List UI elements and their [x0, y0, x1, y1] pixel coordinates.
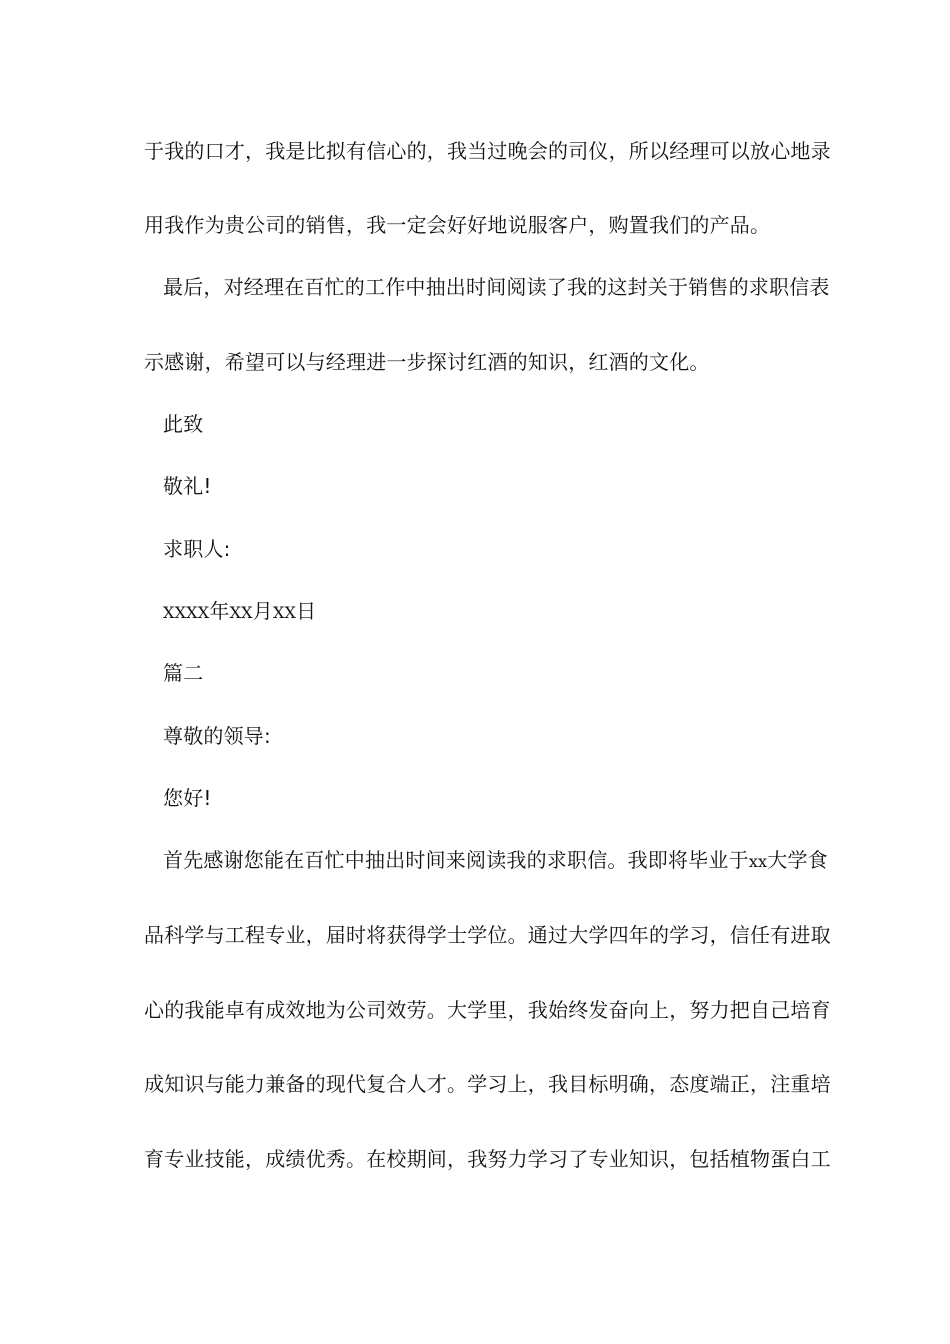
closing-salutation: 此致: [163, 412, 204, 436]
school-code: xx: [748, 852, 768, 871]
date-year-char: 年: [209, 599, 230, 623]
paragraph-line: 最后，对经理在百忙的工作中抽出时间阅读了我的这封关于销售的求职信表: [163, 275, 830, 299]
paragraph-line: 育专业技能，成绩优秀。在校期间，我努力学习了专业知识，包括植物蛋白工: [144, 1147, 831, 1171]
paragraph-line: 品科学与工程专业，届时将获得学士学位。通过大学四年的学习，信任有进取: [144, 923, 831, 947]
applicant-label: 求职人:: [163, 537, 231, 561]
date-line: [163, 597, 316, 627]
paragraph-line: 于我的口才，我是比拟有信心的，我当过晚会的司仪，所以经理可以放心地录: [144, 139, 831, 163]
letter-hello: 您好!: [163, 786, 212, 810]
date-day-code: XX: [272, 603, 297, 622]
section-heading: 篇二: [163, 661, 204, 685]
date-day-char: 日: [296, 599, 317, 623]
intro-text-end: 大学食: [767, 848, 828, 872]
date-year-code: XXXX: [163, 603, 210, 622]
date-month-char: 月: [252, 599, 273, 623]
paragraph-line: 示感谢，希望可以与经理进一步探讨红酒的知识，红酒的文化。: [144, 350, 710, 374]
letter-greeting: 尊敬的领导:: [163, 724, 271, 748]
paragraph-line: [163, 846, 828, 876]
paragraph-line: 心的我能卓有成效地为公司效劳。大学里，我始终发奋向上，努力把自己培育: [144, 998, 831, 1022]
paragraph-line: 用我作为贵公司的销售，我一定会好好地说服客户，购置我们的产品。: [144, 213, 771, 237]
paragraph-line: 成知识与能力兼备的现代复合人才。学习上，我目标明确，态度端正，注重培: [144, 1072, 831, 1096]
closing-regards: 敬礼!: [163, 474, 212, 498]
intro-text: 首先感谢您能在百忙中抽出时间来阅读我的求职信。我即将毕业于: [163, 848, 749, 872]
date-month-code: XX: [229, 603, 253, 622]
